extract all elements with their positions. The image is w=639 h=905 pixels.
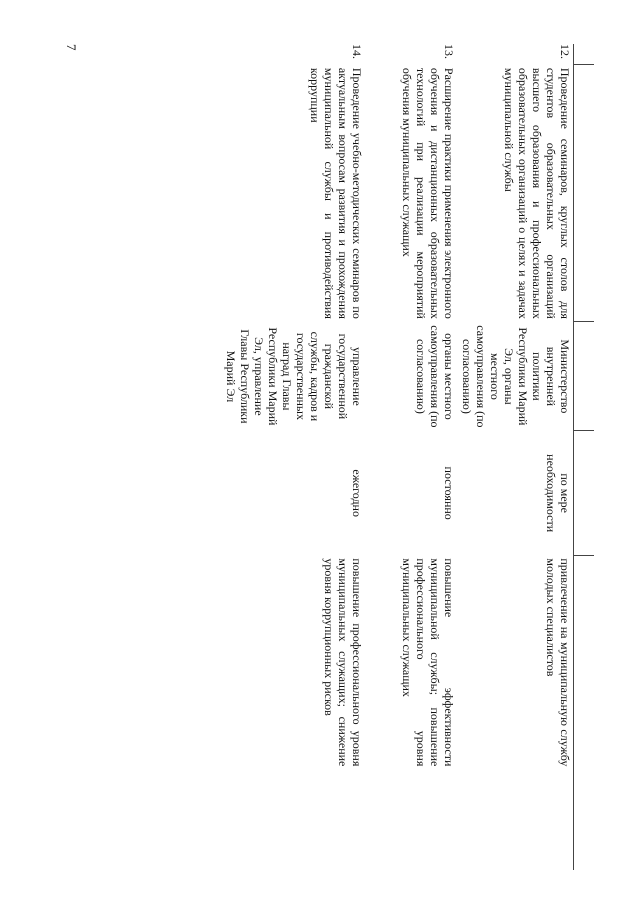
header-cell-num — [574, 44, 595, 65]
expected-result — [457, 555, 574, 870]
activity-title: Расширение практики применения электронного обучения и дистанционных образовательных технологий при реализации мероприятий обучения муниципальных служащих — [400, 67, 456, 319]
expected-result — [151, 555, 365, 870]
executor: органы местного самоуправления (по согласованию) — [414, 325, 456, 428]
header-cell-executor — [574, 322, 595, 431]
page-number: 7 — [64, 44, 79, 51]
term: постоянно — [442, 466, 456, 520]
plan-table-container — [120, 44, 594, 870]
executor: Министерство внутренней политики Республики Марий Эл, органы местного самоуправления (по согласованию) — [460, 325, 572, 428]
table-row — [457, 44, 574, 870]
row-number: 12. — [558, 44, 572, 59]
expected-result — [365, 555, 457, 870]
executor: управление государственной гражданской службы, кадров и государственных наград Главы Республики Марий Эл, управление Главы Республики Марий Эл — [224, 327, 364, 426]
plan-table-rotated — [120, 44, 594, 870]
expected-result-text: привлечение на муниципальную службу молодых специалистов — [544, 558, 572, 767]
expected-result-text: повышение профессионального уровня муниципальных служащих; снижение уровня коррупционных рисков — [322, 558, 364, 767]
header-cell-result — [574, 555, 595, 870]
term: по мере необходимости — [544, 454, 572, 533]
expected-result-text: повышение эффективности муниципальной службы; повышение профессионального уровня муниципальных служащих — [400, 558, 456, 767]
activity-title: Проведение учебно-методических семинаров по актуальным вопросам развития и прохождения муниципальной службы и противодействия коррупции — [308, 67, 364, 319]
term: ежегодно — [350, 469, 364, 517]
activity-title: Проведение семинаров, круглых столов для студентов образовательных организаций высшего образования и профессиональных образовательных организаций о целях и задачах муниципальной службы — [502, 67, 572, 319]
table-row — [365, 44, 457, 870]
table-row — [151, 44, 365, 870]
header-cell-title — [574, 65, 595, 322]
plan-table — [151, 44, 594, 870]
row-number: 14. — [350, 44, 364, 59]
table-header-row — [574, 44, 595, 870]
row-number: 13. — [442, 44, 456, 59]
header-cell-term — [574, 431, 595, 555]
